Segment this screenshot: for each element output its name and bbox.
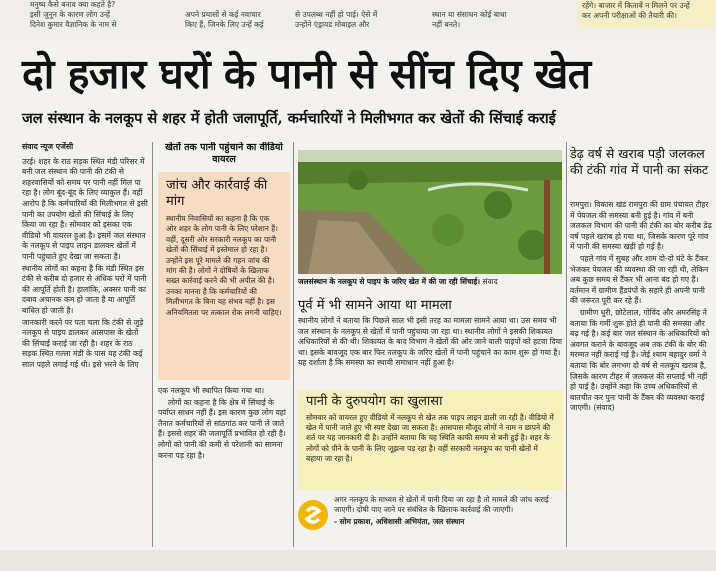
photo-caption <box>298 277 563 287</box>
field-photo-graphic <box>298 150 562 274</box>
column-2-continued <box>158 386 290 548</box>
quote-author: - सोम प्रकाश, अधिशासी अभियंता, जल संस्थान <box>334 517 465 526</box>
strip-line: उन्होंने एंड्रायड मोबाइल और <box>295 20 370 29</box>
panel-text: स्थानीय निवासियों का कहना है कि एक ओर शहर के लोग पानी के लिए परेशान हैं। वहीं, दूसरी ओर सरकारी नलकूप का पानी खेतों की सिंचाई में इस्तेमाल हो रहा है। उन्होंने इस पूरे मामले की गहन जांच की मांग की है। लोगों ने दोषियों के खिलाफ सख्त कार्रवाई करने की भी अपील की है। उनका मानना है कि कर्मचारियों की मिलीभगत के बिना यह संभव नहीं है। इस अनियमितता पर तत्काल रोक लगनी चाहिए। <box>166 214 282 317</box>
paragraph: जानकारी करने पर पता चला कि टंकी से जुड़े नलकूप से पाइप डालकर आसपास के खेतों की सिंचाई कराई जा रही है। शहर के राठ सड़क स्थित गल्ला मंडी के पास यह टंकी कई साल पहले लगाई गई थी। इसे भरने के लिए <box>22 317 144 369</box>
paragraph: स्थानीय लोगों का कहना है कि मंडी स्थित इस टंकी से करीब दो हजार से अधिक घरों में पानी की आपूर्ति होती है। हालांकि, अक्सर पानी का दबाव अचानक कम हो जाता है या आपूर्ति बाधित हो जाती है। <box>22 263 147 315</box>
column-divider <box>293 142 294 547</box>
misuse-heading: पानी के दुरुपयोग का खुलासा <box>306 394 443 409</box>
logo-icon <box>298 500 328 530</box>
strip-line: स्थान या संसाधन कोई बाधा <box>432 10 507 19</box>
column-1 <box>22 142 148 547</box>
field-irrigation-photo <box>298 150 562 274</box>
strip-line: इसी जुनून के कारण लोग उन्हें <box>30 10 111 19</box>
paragraph: पहले गांव में सुबह और शाम दो-दो घंटे के टैंकर भेजकर पेयजल की व्यवस्था की जा रही थी, लेकिन अब कुछ समय से टैंकर भी आना बंद हो गए हैं। वर्तमान में ग्रामीण हैंडपंपों के सहारे ही अपनी पानी की जरूरत पूरी कर रहे हैं। <box>570 253 709 306</box>
strip-line: अपने प्रयासों से कई नवाचार <box>185 10 261 19</box>
strip-col-3 <box>295 10 377 30</box>
section-past-case-heading: पूर्व में भी सामने आया था मामला <box>298 298 452 313</box>
strip-line: दिनेश कुमार वैज्ञानिक के नाम से <box>30 20 117 29</box>
demand-panel <box>158 172 290 380</box>
column-divider <box>152 142 153 547</box>
byline: संवाद न्यूज एजेंसी <box>22 142 74 151</box>
strip-line: कर अपनी परीक्षाओं की तैयारी की। <box>582 11 677 20</box>
previous-articles-strip <box>0 0 716 40</box>
section-past-case-text: स्थानीय लोगों ने बताया कि पिछले साल भी इसी तरह का मामला सामने आया था। उस समय भी जल संस्थान के नलकूप से खेतों में पानी पहुंचाया जा रहा था। स्थानीय लोगों ने इसकी शिकायत अधिकारियों से की थी। शिकायत के बाद विभाग ने खेतों की ओर जाने वाली पाइपों को हटवा दिया था। इसके बावजूद एक बार फिर नलकूप के जरिए खेतों में पानी पहुंचाने का काम शुरू हो गया है। यह दर्शाता है कि समस्या का स्थायी समाधान नहीं हुआ है। <box>298 316 562 368</box>
column-2-heading: खेतों तक पानी पहुंचाने का वीडियो वायरल <box>165 142 283 165</box>
strip-col-5 <box>582 1 690 21</box>
quote-text: अगर नलकूप के माध्यम से खेतों में पानी दिया जा रहा है तो मामले की जांच कराई जाएगी। दोषी पाए जाने पर संबंधित के खिलाफ कार्रवाई की जाएगी। <box>334 495 549 514</box>
strip-line: मनुष्य कैसे बनाव क्या कहते है? <box>30 0 116 9</box>
subheadline: जल संस्थान के नलकूप से शहर में होती जलापूर्ति, कर्मचारियों ने मिलीभगत कर खेतों की सिंचाई कराई <box>22 110 556 127</box>
strip-col-2 <box>185 10 264 30</box>
strip-line: से उपलब्ध नहीं हो पाई। ऐसे में <box>295 10 378 19</box>
misuse-text: सोमवार को वायरल हुए वीडियो में नलकूप से खेत तक पाइप लाइन डाली जा रही है। वीडियो में खेत में पानी जाते हुए भी स्पष्ट देखा जा सकता है। आसपास मौजूद लोगों ने नाम न छापने की शर्त पर यह जानकारी दी है। उन्होंने बताया कि यह स्थिति काफी समय से बनी हुई है। शहर के लोगों को पीने के पानी के लिए जूझना पड़ रहा है। वहीं सरकारी नलकूप का पानी खेतों में बहाया जा रहा है। <box>306 413 554 463</box>
paragraph: एक नलकूप भी स्थापित किया गया था। <box>158 386 265 395</box>
right-article-heading: डेढ़ वर्ष से खराब पड़ी जलकल की टंकी गांव में पानी का संकट <box>570 146 709 177</box>
paragraph: लोगों का कहना है कि क्षेत्र में सिंचाई के पर्याप्त साधन नहीं हैं। इस कारण कुछ लोग वहां तैनात कर्मचारियों से सांठगांठ कर पानी ले जाते हैं। इससे शहर की जलापूर्ति प्रभावित हो रही है। लोगों को पानी की कमी से परेशानी का सामना करना पड़ रहा है। <box>158 397 286 460</box>
headline: दो हजार घरों के पानी से सींच दिए खेत <box>22 50 591 98</box>
official-quote <box>334 495 562 550</box>
strip-line: रहेंगे। बाजार में किताबें न मिलने पर उन्हें <box>582 1 690 10</box>
paragraph: ग्रामीण धुरी, छोटेलाल, गोविंद और अमरसिंह ने बताया कि गर्मी शुरू होते ही पानी की समस्या और बढ़ गई है। कई बार जल संस्थान के अधिकारियों को अवगत कराने के बावजूद अब तक टंकी के बोर की मरम्मत नहीं कराई गई है। जेई श्याम बहादुर वर्मा ने बताया कि बोर लगभग दो वर्ष से नलकूप खराब है, जिसके कारण टीहर में जलकल की सप्लाई भी नहीं हो पाई है। उन्होंने कहा कि उच्च अधिकारियों से बातचीत कर पुनः पानी के टैंकर की व्यवस्था कराई जाएगी। (संवाद) <box>570 307 710 413</box>
panel-title: जांच और कार्रवाई की मांग <box>166 178 268 209</box>
paragraph: उरई। शहर के राठ सड़क स्थित मंडी परिसर में बनी जल संस्थान की पानी की टंकी से शहरवासियों को समय पर पानी नहीं मिल पा रहा है। लोग बूंद-बूंद के लिए व्याकुल हैं। वहीं आरोप है कि कर्मचारियों की मिलीभगत से इसी पानी का उपयोग खेतों की सिंचाई के लिए किया जा रहा है। सोमवार को इसका एक वीडियो भी वायरल हुआ है। इसमें जल संस्थान के नलकूप से पाइप लाइन डालकर खेतों में पानी पहुंचाते हुए देखा जा सकता है। <box>22 156 148 261</box>
misuse-box <box>298 390 563 490</box>
caption-credit: संवाद <box>482 277 498 286</box>
strip-line: किए हैं, जिनके लिए उन्हें कई <box>185 20 264 29</box>
column-divider <box>566 142 567 547</box>
strip-col-4 <box>432 10 507 30</box>
strip-line: नहीं बनते। <box>432 20 461 29</box>
right-article-body <box>570 200 714 548</box>
bottom-edge <box>0 550 716 571</box>
caption-text: जलसंस्थान के नलकूप से पाइप के जरिए खेत में की जा रही सिंचाई। <box>298 277 481 286</box>
strip-col-1 <box>30 0 117 30</box>
paragraph: रामपुरा। विकास खंड रामपुरा की ग्राम पंचायत टीहर में पेयजल की समस्या बनी हुई है। गांव में बनी जलकल विभाग की पानी की टंकी का बोर करीब डेढ़ वर्ष पहले खराब हो गया था, जिसके कारण पूरे गांव में पानी की समस्या खड़ी हो गई है। <box>570 200 712 252</box>
logo-mark <box>298 500 328 530</box>
